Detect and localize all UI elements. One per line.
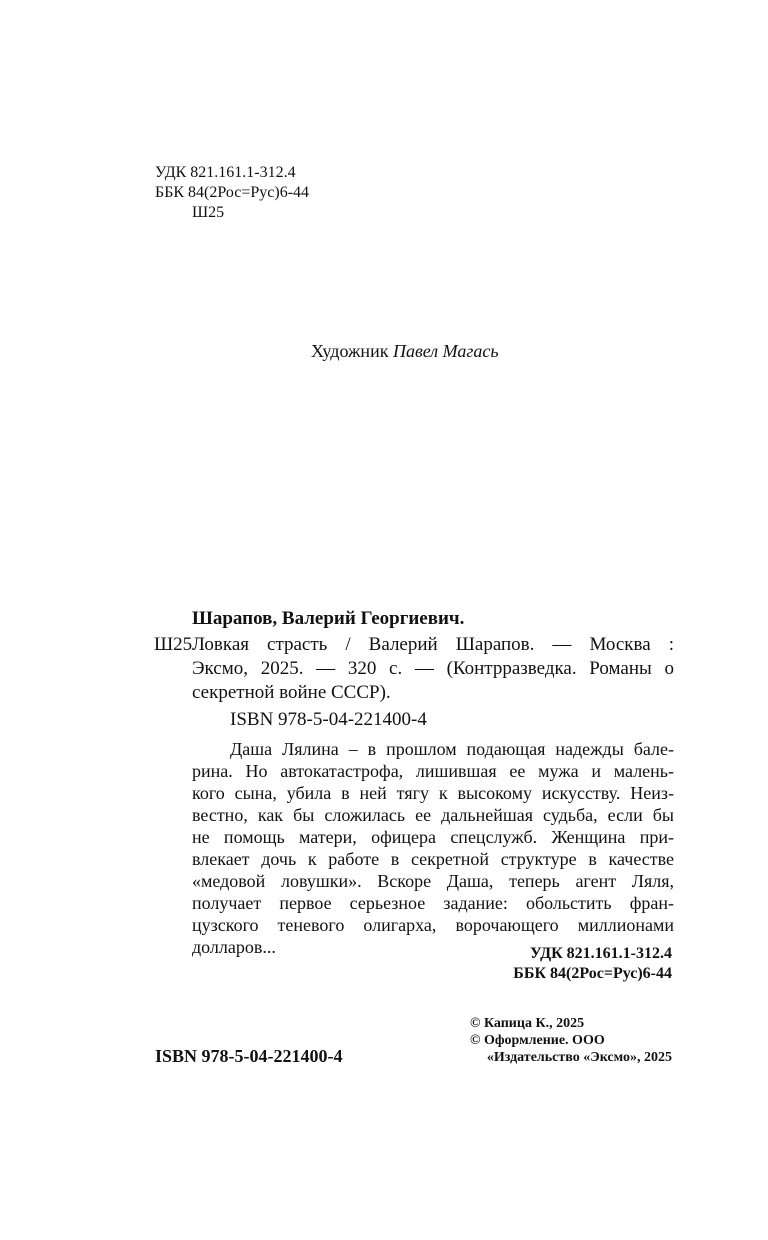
annotation-line: получает первое серьезное задание: обольстить фран- xyxy=(192,893,674,913)
copyright-publisher: «Издательство «Эксмо», 2025 xyxy=(486,1050,672,1065)
annotation-line: кого сына, убила в ней тягу к высокому искусству. Неиз- xyxy=(192,783,674,803)
author-heading: Шарапов, Валерий Георгиевич. xyxy=(192,608,465,629)
record-line: Эксмо, 2025. — 320 с. — (Контрразведка. Романы о xyxy=(192,658,674,679)
copyright-design: © Оформление. ООО xyxy=(470,1033,605,1048)
footer-isbn: ISBN 978-5-04-221400-4 xyxy=(155,1046,343,1066)
bbk-code: ББК 84(2Рос=Рус)6-44 xyxy=(155,184,310,201)
annotation-line: влекает дочь к работе в секретной структуре в качестве xyxy=(192,849,674,869)
annotation-line: Даша Лялина – в прошлом подающая надежды бале- xyxy=(230,739,674,759)
record-isbn: ISBN 978-5-04-221400-4 xyxy=(230,709,427,730)
annotation-bbk: ББК 84(2Рос=Рус)6-44 xyxy=(513,965,672,982)
annotation xyxy=(192,738,674,958)
annotation-line: цузского теневого олигарха, ворочающего миллионами xyxy=(192,915,674,935)
illustrator-name: Павел Магась xyxy=(392,341,499,361)
annotation-line: «медовой ловушки». Вскоре Даша, теперь агент Ляля, xyxy=(192,871,674,891)
copyright-author: © Капица К., 2025 xyxy=(470,1016,585,1031)
annotation-udk: УДК 821.161.1-312.4 xyxy=(529,945,672,962)
annotation-line: не помощь матери, офицера спецслужб. Женщина при- xyxy=(192,827,674,847)
illustrator-credit xyxy=(311,341,499,362)
record-mark: Ш25 xyxy=(154,634,193,655)
author-mark: Ш25 xyxy=(192,204,225,221)
record-line: секретной войне СССР). xyxy=(192,682,391,703)
record-line: Ловкая страсть / Валерий Шарапов. — Москва : xyxy=(192,634,674,655)
udk-code: УДК 821.161.1-312.4 xyxy=(155,164,296,181)
illustrator-label: Художник xyxy=(311,341,389,361)
annotation-line: рина. Но автокатастрофа, лишившая ее мужа и малень- xyxy=(192,761,674,781)
annotation-line: вестно, как бы сложилась ее дальнейшая судьба, если бы xyxy=(192,805,674,825)
annotation-line: долларов... xyxy=(192,937,276,957)
record-description xyxy=(192,634,674,704)
